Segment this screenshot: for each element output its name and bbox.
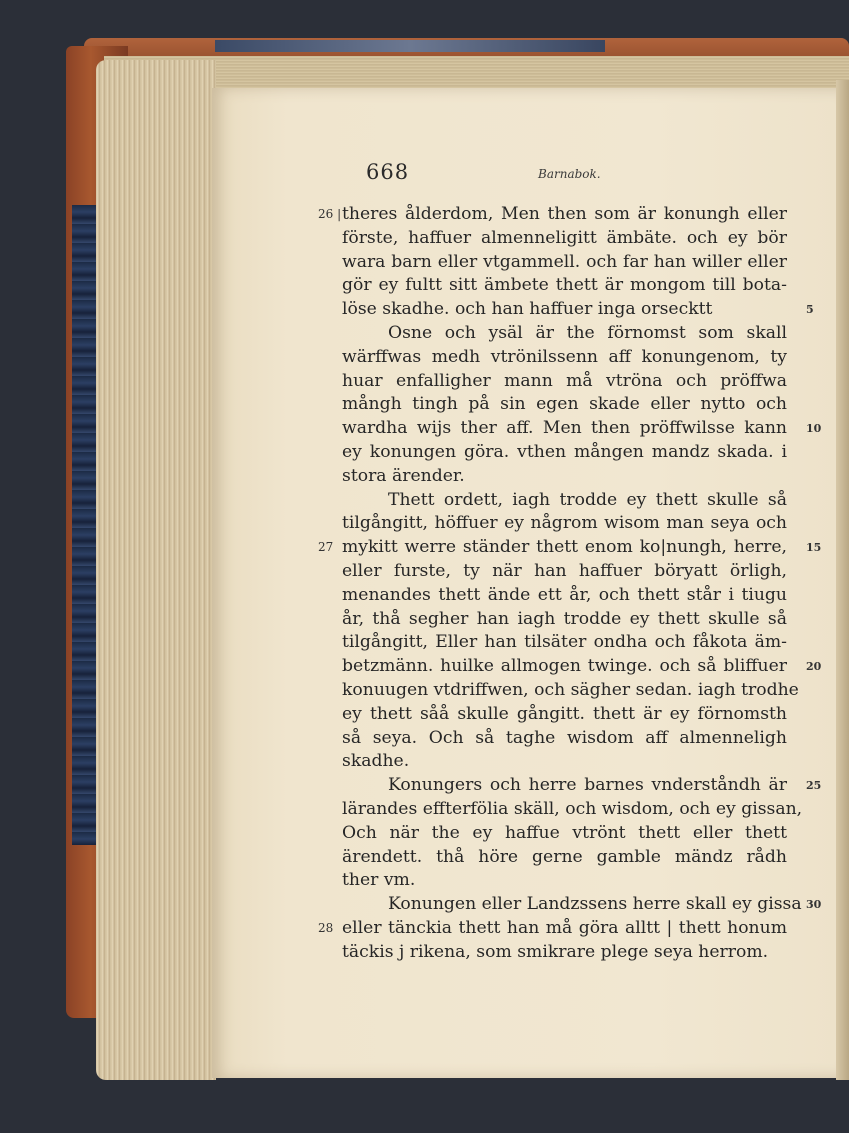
cover-band xyxy=(215,40,605,52)
text-line xyxy=(342,560,787,584)
line-text: täckis j rikena, som smikrare plege seya herrom. xyxy=(342,941,769,962)
line-text: Konungers och herre barnes vnderståndh är xyxy=(388,775,787,796)
text-line xyxy=(342,465,787,489)
line-text: ey thett såå skulle gångitt. thett är ey förnomsth xyxy=(342,703,787,724)
text-line xyxy=(342,941,787,965)
line-text: så seya. Och så taghe wisdom aff almenneligh xyxy=(342,727,787,748)
line-text: betzmänn. huilke allmogen twinge. och så bliffuer xyxy=(342,656,787,677)
line-text: theres ålderdom, Men then som är konungh eller xyxy=(342,204,787,224)
text-line xyxy=(342,631,787,655)
text-line xyxy=(342,846,787,870)
margin-marker-left: 26 | xyxy=(318,207,342,221)
line-text: mångh tingh på sin egen skade eller nytto och xyxy=(342,394,787,415)
line-text: tilgångitt, Eller han tilsäter ondha och fåkota äm- xyxy=(342,632,787,653)
running-head: Barnabok. xyxy=(538,167,601,181)
line-number-marker: 10 xyxy=(806,422,822,436)
text-line xyxy=(342,798,803,822)
text-line xyxy=(342,679,799,703)
text-line xyxy=(342,298,814,322)
line-text: menandes thett ände ett år, och thett står i tiugu xyxy=(342,584,787,605)
text-line xyxy=(342,274,787,298)
line-text: wardha wijs ther aff. Men then pröffwilsse kann xyxy=(342,418,787,439)
line-text: förste, haffuer almenneligitt ämbäte. och ey bör xyxy=(342,227,787,248)
text-line xyxy=(342,774,822,798)
text-line xyxy=(342,893,822,917)
line-text: Thett ordett, iagh trodde ey thett skulle så xyxy=(388,489,787,510)
text-line xyxy=(342,727,787,751)
text-line xyxy=(342,584,787,608)
line-text: skadhe. xyxy=(342,751,410,772)
line-number-marker: 25 xyxy=(806,779,822,793)
line-text: Och när the ey haffue vtrönt thett eller thett xyxy=(342,822,787,843)
line-text: eller furste, ty när han haffuer böryatt örligh, xyxy=(342,560,787,581)
line-text: eller tänckia thett han må göra alltt | thett honum xyxy=(342,917,787,938)
text-line xyxy=(342,703,787,727)
line-text: mykitt werre ständer thett enom ko|nungh, herre, xyxy=(342,537,787,558)
line-text: tilgångitt, höffuer ey någrom wisom man seya och xyxy=(342,513,787,534)
line-text: Konungen eller Landzssens herre skall ey gissa xyxy=(388,894,802,915)
text-line xyxy=(342,417,822,441)
text-line xyxy=(342,869,787,893)
page-header xyxy=(366,160,606,194)
text-line xyxy=(342,346,787,370)
text-line xyxy=(342,441,787,465)
text-line xyxy=(342,512,787,536)
text-line xyxy=(318,536,822,560)
text-line xyxy=(342,489,787,513)
body-text xyxy=(318,203,822,965)
page-right-edge xyxy=(836,80,849,1080)
text-line xyxy=(342,251,787,275)
line-text: ärendett. thå höre gerne gamble mändz rådh xyxy=(342,846,787,867)
line-text: gör ey fultt sitt ämbete thett är mongom till bota- xyxy=(342,275,787,296)
line-text: stora ärender. xyxy=(342,465,465,486)
text-line xyxy=(342,370,787,394)
line-text: ey konungen göra. vthen mången mandz skada. i xyxy=(342,441,787,462)
line-number-marker: 5 xyxy=(806,303,814,317)
line-text: wärffwas medh vtrönilssenn aff konungenom, ty xyxy=(342,346,787,367)
line-text: Osne och ysäl är the förnomst som skall xyxy=(388,322,787,343)
line-number-marker: 30 xyxy=(806,898,822,912)
margin-marker-left: 27 xyxy=(318,540,334,555)
line-number-marker: 15 xyxy=(806,541,822,555)
page-stack xyxy=(96,60,216,1080)
text-line xyxy=(342,655,822,679)
line-number-marker: 20 xyxy=(806,660,822,674)
line-text: lärandes effterfölia skäll, och wisdom, och ey gissan, xyxy=(342,798,803,819)
text-line xyxy=(318,203,787,227)
line-text: år, thå segher han iagh trodde ey thett skulle så xyxy=(342,608,787,629)
line-text: ther vm. xyxy=(342,870,416,891)
text-line xyxy=(342,393,787,417)
line-text: konuugen vtdriffwen, och sägher sedan. iagh trodhe xyxy=(342,679,799,700)
text-line xyxy=(342,608,787,632)
line-text: wara barn eller vtgammell. och far han willer eller xyxy=(342,251,787,272)
margin-marker-left: 28 xyxy=(318,920,334,935)
text-line xyxy=(342,822,787,846)
text-line xyxy=(318,917,787,941)
text-line xyxy=(342,750,787,774)
line-text: löse skadhe. och han haffuer inga orsecktt xyxy=(342,299,713,320)
text-line xyxy=(342,227,787,251)
page-number: 668 xyxy=(366,160,410,184)
line-text: huar enfalligher mann må vtröna och pröffwa xyxy=(342,370,787,391)
text-line xyxy=(342,322,787,346)
